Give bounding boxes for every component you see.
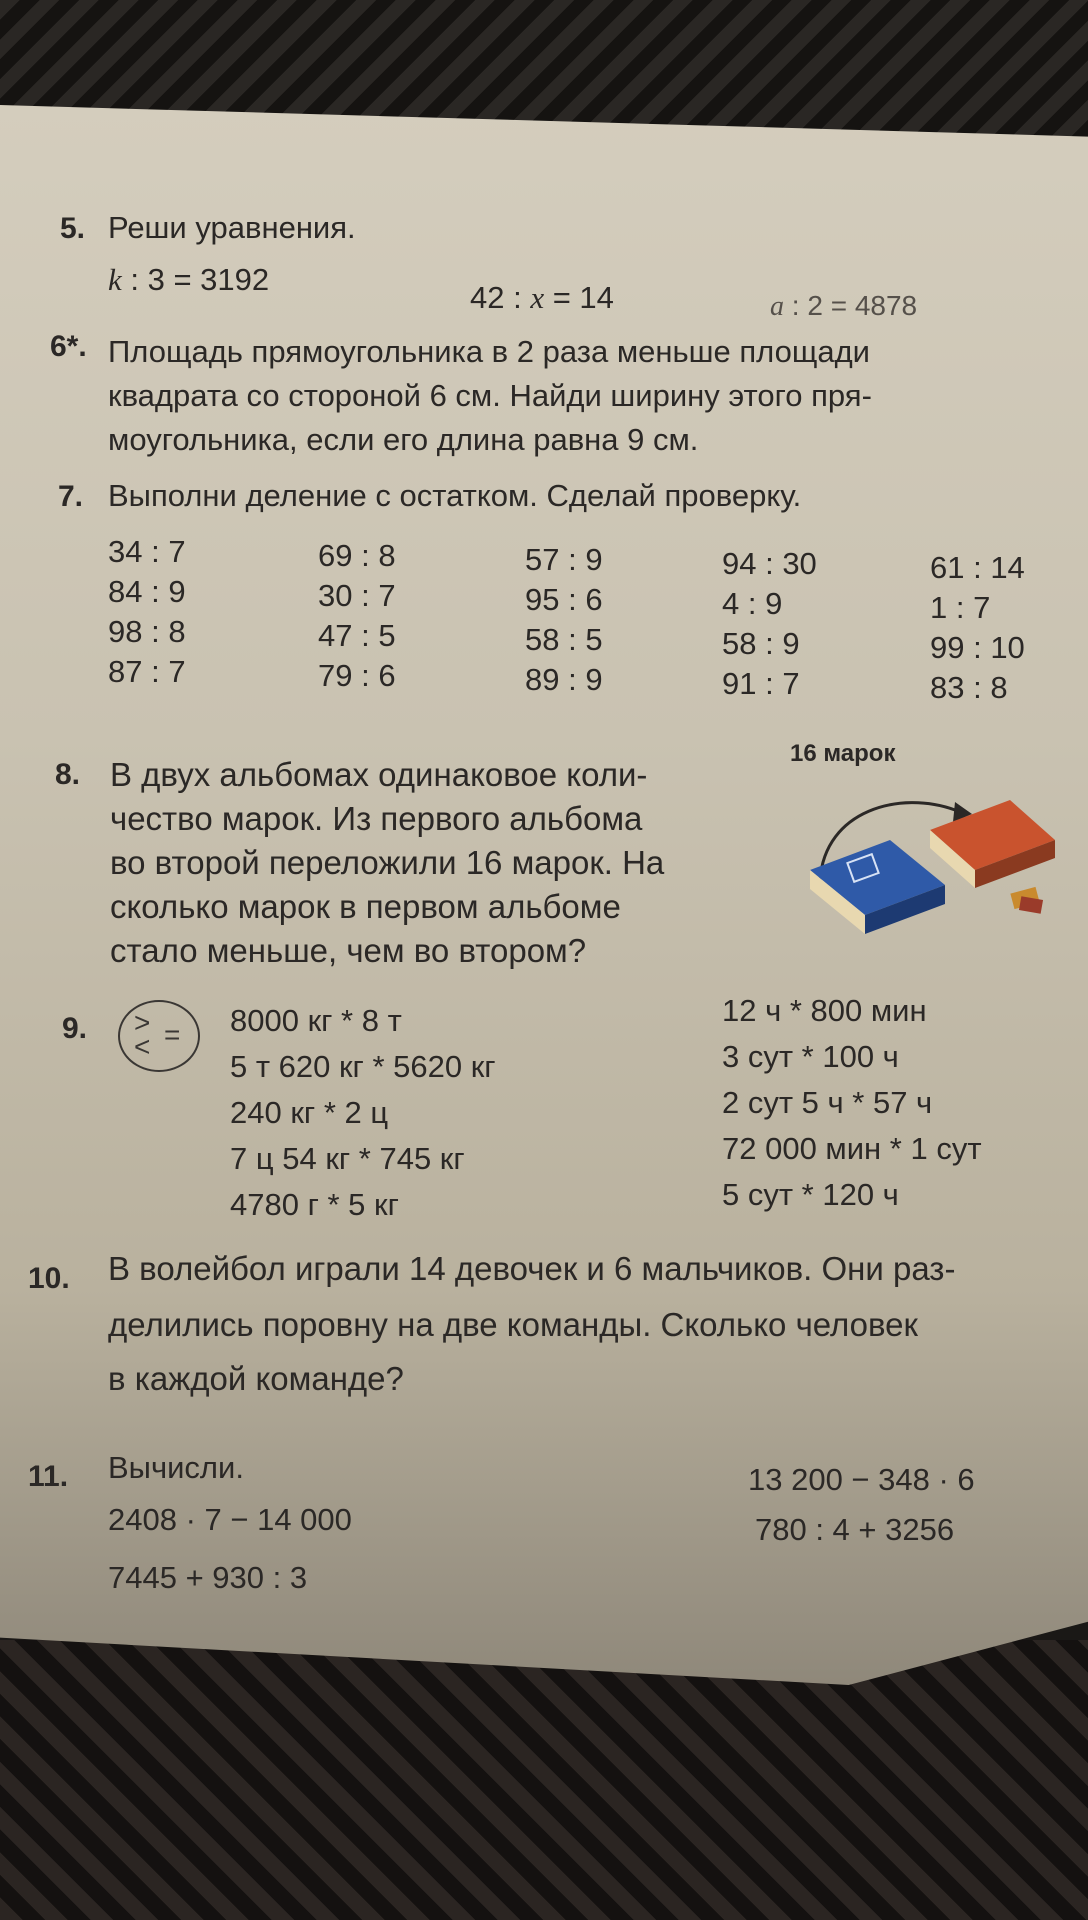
task10-line-1: В волейбол играли 14 девочек и 6 мальчиков. Они раз- — [108, 1250, 956, 1287]
task8-line-4: сколько марок в первом альбоме — [110, 888, 621, 925]
division-item: 79 : 6 — [318, 658, 396, 693]
task11-number: 11. — [28, 1460, 69, 1493]
compare-item: 8000 кг * 8 т — [230, 1003, 402, 1038]
division-item: 99 : 10 — [930, 630, 1025, 665]
division-item: 30 : 7 — [318, 578, 396, 613]
task7-number: 7. — [58, 480, 84, 513]
task9-left-column — [230, 998, 496, 1228]
division-item: 83 : 8 — [930, 670, 1008, 705]
equation-2-rest: = 14 — [544, 280, 614, 315]
division-item: 58 : 9 — [722, 626, 800, 661]
task11-expression-3: 13 200 − 348 · 6 — [748, 1462, 975, 1497]
variable-k: k — [108, 262, 122, 297]
task10-number: 10. — [28, 1262, 70, 1295]
equation-2-left: 42 : — [470, 280, 531, 315]
task5-equation-3 — [770, 290, 917, 323]
task7-column-3 — [525, 540, 603, 700]
blue-album-icon — [810, 840, 945, 934]
task6-line-2: квадрата со стороной 6 см. Найди ширину этого пря- — [108, 378, 872, 413]
division-item: 98 : 8 — [108, 614, 186, 649]
compare-item: 7 ц 54 кг * 745 кг — [230, 1141, 465, 1176]
task5-equation-1 — [108, 262, 269, 298]
division-item: 91 : 7 — [722, 666, 800, 701]
task7-column-5 — [930, 548, 1025, 708]
equation-3-rest: : 2 = 4878 — [784, 290, 918, 321]
stamps-icon — [1010, 887, 1043, 914]
division-item: 4 : 9 — [722, 586, 783, 621]
compare-item: 240 кг * 2 ц — [230, 1095, 389, 1130]
compare-item: 3 сут * 100 ч — [722, 1039, 899, 1074]
division-item: 57 : 9 — [525, 542, 603, 577]
task10-line-2: делились поровну на две команды. Сколько человек — [108, 1306, 918, 1343]
task5-title: Реши уравнения. — [108, 210, 356, 245]
task8-line-3: во второй переложили 16 марок. На — [110, 844, 665, 881]
task7-column-1 — [108, 532, 186, 692]
task9-right-column — [722, 988, 982, 1218]
task6-number: 6*. — [50, 330, 87, 363]
task6-line-1: Площадь прямоугольника в 2 раза меньше площади — [108, 334, 870, 369]
equal-sign: = — [164, 1019, 181, 1050]
division-item: 1 : 7 — [930, 590, 991, 625]
task10-line-3: в каждой команде? — [108, 1360, 404, 1397]
task6-line-3: моугольника, если его длина равна 9 см. — [108, 422, 699, 457]
division-item: 94 : 30 — [722, 546, 817, 581]
background-fabric-bottom — [0, 1640, 1088, 1920]
red-album-icon — [930, 800, 1055, 888]
variable-a: a — [770, 291, 784, 322]
task8-line-5: стало меньше, чем во втором? — [110, 932, 587, 969]
task5-equation-2 — [470, 280, 614, 316]
division-item: 69 : 8 — [318, 538, 396, 573]
task7-column-2 — [318, 536, 396, 696]
compare-item: 5 сут * 120 ч — [722, 1177, 899, 1212]
greater-sign: > — [134, 1007, 151, 1038]
task7-column-4 — [722, 544, 817, 704]
division-item: 89 : 9 — [525, 662, 603, 697]
task5-number: 5. — [60, 212, 86, 245]
division-item: 47 : 5 — [318, 618, 396, 653]
task7-title: Выполни деление с остатком. Сделай проверку. — [108, 478, 802, 513]
division-item: 84 : 9 — [108, 574, 186, 609]
division-item: 58 : 5 — [525, 622, 603, 657]
picture-label-16-stamps: 16 марок — [790, 740, 896, 767]
compare-item: 2 сут 5 ч * 57 ч — [722, 1085, 933, 1120]
less-sign: < — [134, 1031, 151, 1062]
task11-expression-2: 7445 + 930 : 3 — [108, 1560, 308, 1595]
task11-expression-1: 2408 · 7 − 14 000 — [108, 1502, 352, 1537]
task9-number: 9. — [62, 1012, 88, 1045]
stamp-albums-illustration — [780, 770, 1060, 940]
division-item: 95 : 6 — [525, 582, 603, 617]
compare-signs-badge — [118, 1000, 200, 1072]
division-item: 61 : 14 — [930, 550, 1025, 585]
task8-number: 8. — [55, 758, 81, 791]
task8-line-1: В двух альбомах одинаковое коли- — [110, 756, 648, 793]
division-item: 87 : 7 — [108, 654, 186, 689]
task11-title: Вычисли. — [108, 1450, 244, 1485]
equation-1-rest: : 3 = 3192 — [121, 262, 270, 297]
task8-line-2: чество марок. Из первого альбома — [110, 800, 643, 837]
division-item: 34 : 7 — [108, 534, 186, 569]
compare-item: 5 т 620 кг * 5620 кг — [230, 1049, 496, 1084]
compare-item: 12 ч * 800 мин — [722, 993, 927, 1028]
task11-expression-4: 780 : 4 + 3256 — [755, 1512, 955, 1547]
compare-item: 72 000 мин * 1 сут — [722, 1131, 982, 1166]
compare-item: 4780 г * 5 кг — [230, 1187, 399, 1222]
variable-x: x — [530, 280, 545, 315]
